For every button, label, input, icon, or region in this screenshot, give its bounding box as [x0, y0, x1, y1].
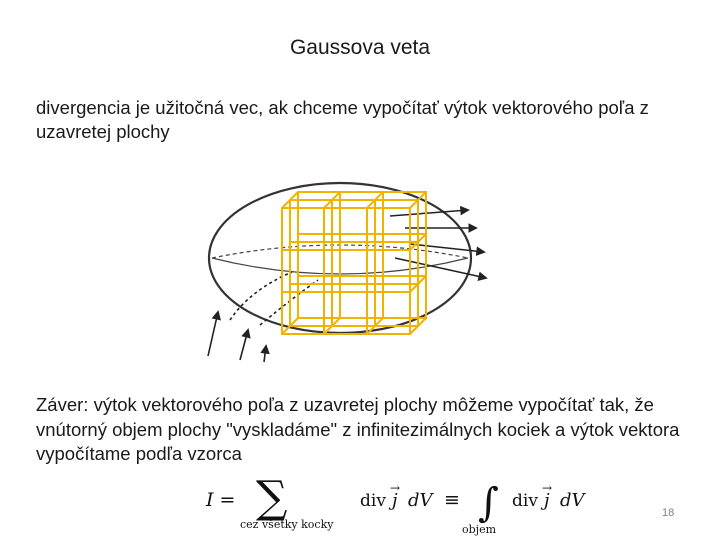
cube-stack — [282, 192, 426, 334]
sum-subscript: cez všetky kocky — [240, 518, 334, 531]
conclusion-text: Záver: výtok vektorového poľa z uzavretej plochy môžeme vypočítať tak, že vnútorný objem plochy "vyskladáme" z infinitezimálnych kociek a výtok vektora vypočítame podľa vzorca — [36, 394, 680, 464]
equivalence-sign: ≡ — [444, 489, 460, 511]
volume-element-1: dV — [408, 490, 433, 511]
volume-element-2: dV — [560, 490, 585, 511]
outflow-arrows — [390, 210, 486, 278]
vector-arrow-icon: → — [542, 481, 553, 495]
vector-arrow-icon: → — [390, 481, 401, 495]
div-operator-1: div — [360, 491, 386, 511]
integral-icon: ∫ — [478, 480, 499, 526]
page-number: 18 — [662, 507, 675, 519]
gauss-figure — [200, 180, 490, 365]
slide-title: Gaussova veta — [289, 36, 431, 59]
vector-j-2: j — [544, 490, 550, 511]
gauss-formula — [200, 478, 630, 540]
integral-subscript: objem — [462, 523, 497, 536]
intro-text: divergencia je užitočná vec, ak chceme vypočítať výtok vektorového poľa z uzavretej plochy — [36, 97, 649, 142]
div-operator-2: div — [512, 491, 538, 511]
summation-icon: ∑ — [256, 478, 288, 523]
formula-lhs: I = — [206, 489, 236, 511]
vector-j-1: j — [392, 490, 398, 511]
